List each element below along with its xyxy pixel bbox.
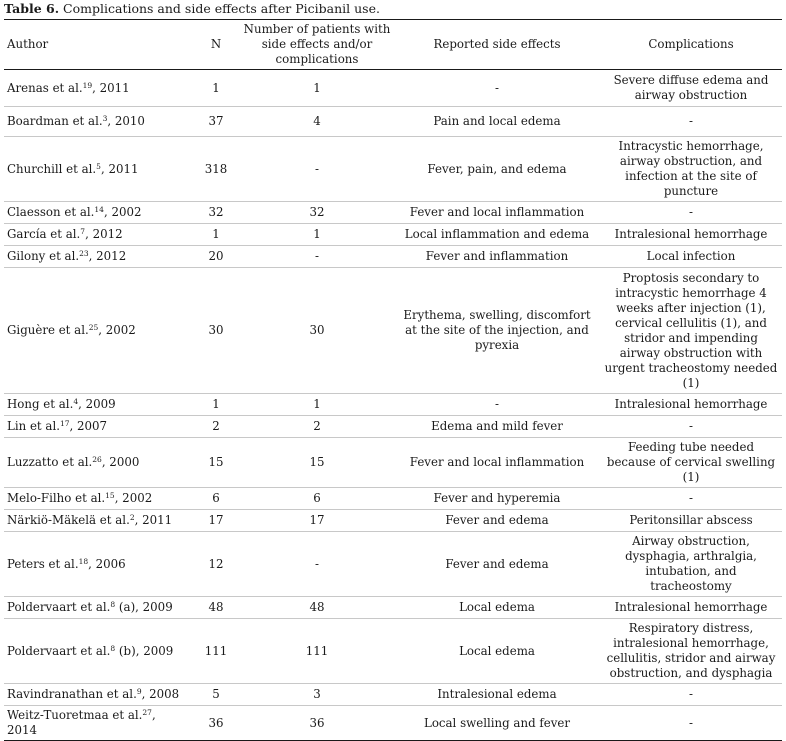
cell-author (4, 706, 192, 741)
author-name: Melo-Filho et al. (7, 491, 106, 505)
header-side-effects: Reported side effects (433, 37, 561, 51)
cell-side-effects: Fever and inflammation (425, 249, 569, 263)
reference-number: 23 (79, 249, 89, 258)
cell-n: 318 (204, 161, 228, 176)
cell-n: 2 (212, 419, 220, 433)
cell-author (4, 510, 192, 532)
author-name: Gilony et al. (7, 249, 80, 263)
author-name: Giguère et al. (7, 323, 89, 337)
cell-n: 48 (208, 600, 224, 614)
cell-n: 20 (208, 249, 224, 263)
reference-number: 3 (102, 114, 108, 123)
reference-number: 5 (96, 161, 101, 171)
author-name: Arenas et al. (7, 80, 83, 95)
table-row (4, 619, 782, 684)
author-year: (b), 2009 (115, 643, 174, 658)
cell-side-effects: Local swelling and fever (423, 715, 570, 730)
author-name: Hong et al. (7, 397, 74, 411)
cell-complications: - (689, 114, 693, 128)
cell-author (4, 107, 192, 137)
author-year: , 2011 (92, 80, 130, 95)
author-year: , 2002 (114, 491, 153, 505)
cell-n: 17 (208, 513, 224, 527)
cell-complications: - (689, 205, 693, 219)
author-year: , 2000 (101, 455, 140, 469)
table-row (4, 246, 782, 268)
cell-complications: Severe diffuse edema and airway obstruction (613, 73, 769, 102)
cell-author (4, 246, 192, 268)
cell-complications: - (689, 687, 693, 701)
cell-num-patients: 36 (309, 715, 325, 730)
cell-n: 1 (212, 227, 220, 241)
author-name: Ravindranathan et al. (7, 687, 137, 701)
cell-author (4, 438, 192, 488)
reference-number: 14 (94, 205, 104, 214)
cell-side-effects: Fever and hyperemia (433, 491, 561, 505)
cell-side-effects: Local edema (459, 643, 535, 658)
cell-n: 1 (212, 80, 220, 95)
header-author: Author (7, 37, 49, 51)
cell-author (4, 619, 192, 684)
author-name: Närkiö-Mäkelä et al. (7, 513, 130, 527)
cell-num-patients: 48 (309, 600, 325, 614)
cell-side-effects: Fever and local inflammation (409, 455, 585, 469)
reference-number: 8 (110, 643, 116, 653)
cell-num-patients: 6 (313, 491, 321, 505)
cell-n: 111 (204, 643, 228, 658)
table-row (4, 202, 782, 224)
cell-author (4, 268, 192, 394)
cell-author (4, 416, 192, 438)
cell-author (4, 137, 192, 202)
author-year: , 2012 (88, 249, 127, 263)
cell-side-effects: - (495, 80, 499, 95)
table-header-row (4, 20, 782, 70)
cell-author (4, 202, 192, 224)
cell-num-patients: 17 (309, 513, 325, 527)
cell-side-effects: Edema and mild fever (431, 419, 563, 433)
header-n: N (210, 37, 222, 51)
cell-num-patients: 4 (313, 114, 321, 128)
cell-author (4, 488, 192, 510)
cell-side-effects: Fever and edema (445, 513, 549, 527)
table-row (4, 70, 782, 107)
author-year: , 2006 (88, 556, 126, 571)
author-year: , 2014 (7, 708, 156, 737)
cell-complications: Respiratory distress, intralesional hemorrhage, cellulitis, stridor and airway obstruction, and dysphagia (606, 621, 776, 680)
cell-complications: Proptosis secondary to intracystic hemorrhage 4 weeks after injection (1), cervical cellulitis (1), and stridor and impending airway obstruction with urgent tracheostomy needed (1) (604, 270, 778, 390)
cell-num-patients: - (315, 161, 319, 176)
table-row (4, 706, 782, 741)
cell-side-effects: Local edema (459, 600, 535, 614)
cell-complications: Intralesional hemorrhage (614, 397, 768, 411)
reference-number: 15 (105, 491, 115, 500)
author-name: Weitz-Tuoretmaa et al. (7, 708, 143, 722)
cell-author (4, 684, 192, 706)
author-year: (a), 2009 (115, 600, 173, 614)
author-year: , 2002 (103, 205, 142, 219)
cell-complications: Airway obstruction, dysphagia, arthralgia, intubation, and tracheostomy (625, 534, 757, 593)
author-name: Lin et al. (7, 419, 60, 433)
cell-author (4, 394, 192, 416)
cell-num-patients: 30 (309, 323, 325, 337)
cell-complications: Intralesional hemorrhage (614, 600, 768, 614)
table-row (4, 394, 782, 416)
cell-complications: - (689, 491, 693, 505)
table-caption (4, 1, 380, 17)
cell-num-patients: 2 (313, 419, 321, 433)
cell-num-patients: 1 (313, 80, 321, 95)
cell-n: 5 (212, 687, 220, 701)
cell-side-effects: Local inflammation and edema (404, 227, 590, 241)
cell-complications: - (689, 419, 693, 433)
table-row (4, 597, 782, 619)
author-year: , 2009 (78, 397, 116, 411)
table-row (4, 224, 782, 246)
cell-n: 36 (208, 715, 224, 730)
author-name: Churchill et al. (7, 161, 97, 176)
cell-complications: Intracystic hemorrhage, airway obstruction, and infection at the site of puncture (618, 139, 764, 198)
cell-author (4, 597, 192, 619)
table-row (4, 488, 782, 510)
cell-side-effects: Pain and local edema (433, 114, 561, 128)
author-name: Poldervaart et al. (7, 600, 111, 614)
table-caption-label: Table 6. (4, 1, 60, 16)
reference-number: 18 (78, 556, 89, 566)
table-row (4, 268, 782, 394)
cell-n: 15 (208, 455, 224, 469)
author-year: , 2011 (100, 161, 139, 176)
table-row (4, 532, 782, 597)
cell-author (4, 224, 192, 246)
cell-num-patients: 15 (309, 455, 325, 469)
cell-n: 1 (212, 397, 220, 411)
author-name: Poldervaart et al. (7, 643, 111, 658)
cell-num-patients: 32 (309, 205, 325, 219)
cell-n: 30 (208, 323, 224, 337)
cell-complications: - (689, 715, 693, 730)
cell-num-patients: 3 (313, 687, 321, 701)
cell-author (4, 70, 192, 107)
table-row (4, 510, 782, 532)
table-row (4, 137, 782, 202)
author-name: Peters et al. (7, 556, 79, 571)
author-year: , 2011 (134, 513, 173, 527)
table-caption-text: Complications and side effects after Picibanil use. (63, 1, 380, 16)
author-year: , 2008 (141, 687, 180, 701)
cell-side-effects: - (495, 397, 499, 411)
cell-n: 32 (208, 205, 224, 219)
cell-n: 6 (212, 491, 220, 505)
cell-side-effects: Fever and edema (445, 556, 549, 571)
table-row (4, 107, 782, 137)
cell-side-effects: Fever, pain, and edema (427, 161, 567, 176)
cell-num-patients: 111 (305, 643, 329, 658)
reference-number: 2 (129, 513, 135, 522)
author-year: , 2007 (69, 419, 108, 433)
cell-complications: Local infection (646, 249, 736, 263)
cell-num-patients: 1 (313, 227, 321, 241)
cell-side-effects: Erythema, swelling, discomfort at the site of the injection, and pyrexia (403, 308, 591, 352)
cell-num-patients: - (315, 249, 319, 263)
reference-number: 4 (73, 397, 79, 406)
reference-number: 27 (142, 708, 152, 717)
author-name: Luzzatto et al. (7, 455, 93, 469)
cell-complications: Feeding tube needed because of cervical swelling (1) (606, 440, 776, 484)
reference-number: 19 (82, 80, 93, 90)
table-row (4, 438, 782, 488)
complications-table (4, 19, 782, 741)
cell-side-effects: Fever and local inflammation (409, 205, 585, 219)
cell-n: 37 (208, 114, 224, 128)
reference-number: 26 (92, 455, 102, 464)
table-body (4, 70, 782, 741)
author-year: , 2002 (98, 323, 136, 337)
reference-number: 17 (59, 419, 70, 428)
reference-number: 8 (110, 600, 116, 609)
author-name: Boardman et al. (7, 114, 103, 128)
cell-num-patients: - (315, 556, 319, 571)
table-row (4, 684, 782, 706)
header-num-patients: Number of patients with side effects and/or complications (243, 22, 391, 66)
table-row (4, 416, 782, 438)
reference-number: 9 (136, 687, 142, 696)
author-year: , 2012 (85, 227, 123, 241)
cell-num-patients: 1 (313, 397, 321, 411)
author-name: Claesson et al. (7, 205, 95, 219)
cell-complications: Intralesional hemorrhage (614, 227, 768, 241)
header-complications: Complications (648, 37, 734, 51)
author-year: , 2010 (107, 114, 145, 128)
cell-author (4, 532, 192, 597)
author-name: García et al. (7, 227, 81, 241)
reference-number: 7 (80, 227, 86, 236)
cell-n: 12 (208, 556, 224, 571)
cell-side-effects: Intralesional edema (437, 687, 557, 701)
cell-complications: Peritonsillar abscess (629, 513, 753, 527)
reference-number: 25 (88, 323, 99, 332)
